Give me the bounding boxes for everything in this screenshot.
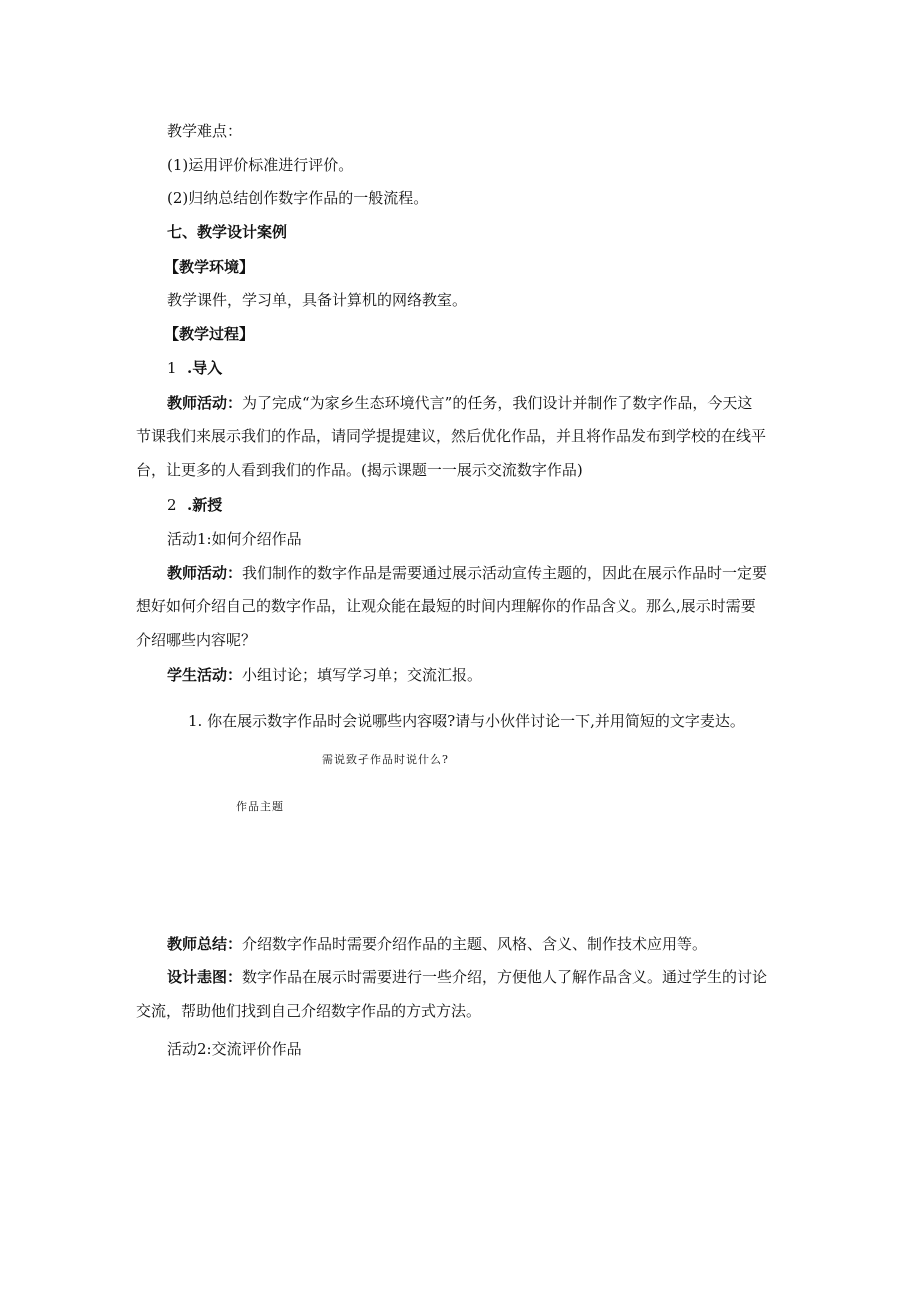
teacher-activity-label-2: 教师活动： [167,564,243,582]
design-intent-line2: 交流，帮助他们找到自己介绍数字作品的方式方法。 [136,1002,482,1020]
section-title: 七、教学设计案例 [167,223,288,241]
teacher-summary-label: 教师总结： [167,935,243,953]
difficulty-heading: 教学难点： [167,122,243,140]
step1-title: .导入 [187,359,223,377]
act1-paragraph-line1 [167,563,767,583]
student-activity-line [167,665,482,685]
difficulty-item-1: (1)运用评价标准进行评价。 [167,156,354,174]
intro-paragraph-line3: 台，让更多的人看到我们的作品。(揭示课题一一展示交流数字作品) [136,461,583,479]
env-heading: 【教学环境】 [164,258,255,276]
diagram-center-label: 需说致孑作品时说什么? [322,753,449,766]
step2-number: 2 [167,496,177,514]
student-activity-label: 学生活动： [167,666,243,684]
difficulty-item-2: (2)归纳总结创作数字作品的一般流程。 [167,189,429,207]
activity2-heading: 活动2:交流评价作品 [167,1040,302,1058]
design-intent-text-1: 数字作品在展示时需要进行一些介绍，方便他人了解作品含义。通过学生的讨论 [242,968,768,986]
diagram-node-topic: 作品主题 [236,800,284,813]
teacher-summary-line [167,934,707,954]
intro-paragraph-line2: 节课我们来展示我们的作品，请同学提提建议，然后优化作品，并且将作品发布到学校的在线平 [136,427,767,445]
act1-paragraph-line3: 介绍哪些内容呢？ [136,631,257,649]
intro-text-1: 为了完成“为家乡生态环境代言”的任务，我们设计并制作了数字作品，今天这 [242,394,753,412]
teacher-activity-label: 教师活动： [167,394,243,412]
design-intent-line1 [167,967,767,987]
act1-paragraph-line2: 想好如何介绍自己的数字作品，让观众能在最短的时间内理解你的作品含义。那么,展示时需要 [136,597,756,615]
teacher-summary-text: 介绍数字作品时需要介绍作品的主题、风格、含义、制作技术应用等。 [242,935,708,953]
activity1-heading: 活动1:如何介绍作品 [167,530,302,548]
step1-number: 1 [167,359,177,377]
intro-paragraph-line1 [167,393,752,413]
design-intent-label: 设计恚图： [167,968,243,986]
env-text: 教学课件，学习单，具备计算机的网络教室。 [167,291,468,309]
act1-text-1: 我们制作的数字作品是需要通过展示活动宣传主题的，因此在展示作品时一定要 [242,564,768,582]
process-heading: 【教学过程】 [164,325,255,343]
step2-title: .新授 [187,496,223,514]
student-activity-text: 小组讨论；填写学习单；交流汇报。 [242,666,483,684]
worksheet-question: 1. 你在展示数字作品时会说哪些内容啜?请与小伙伴讨论一下,并用简短的文字麦达。 [188,712,745,730]
